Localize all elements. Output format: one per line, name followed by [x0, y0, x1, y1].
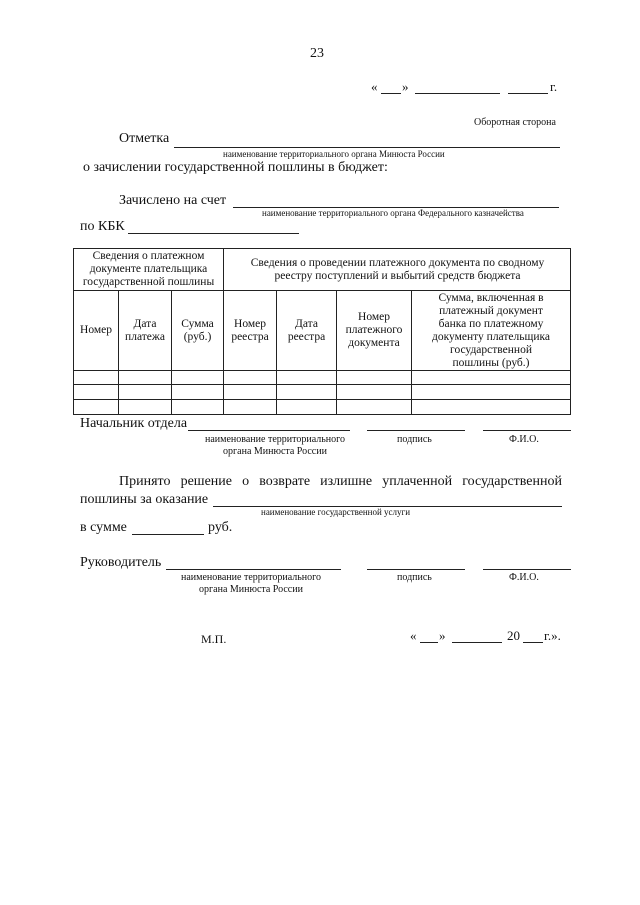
- column-header-amount: Сумма (руб.): [181, 317, 214, 343]
- column-header-document-number: Номер платежного документа: [345, 311, 403, 349]
- bottom-date-quote-close: »: [439, 628, 446, 643]
- payment-table: [73, 248, 571, 415]
- bottom-date-year-line: [523, 642, 543, 643]
- top-date-year-suffix: г.: [550, 79, 558, 94]
- head-of-dept-label: Начальник отдела: [80, 416, 188, 431]
- top-date-quote-close: »: [402, 79, 409, 94]
- manager-caption-sign: подпись: [397, 572, 432, 583]
- top-date-quote-open: «: [371, 79, 378, 94]
- head-of-dept-caption-fio: Ф.И.О.: [509, 434, 539, 445]
- decision-sum-line: [132, 534, 204, 535]
- decision-line-1: Принято решение о возврате излишне уплаченной государственной: [119, 474, 562, 489]
- bottom-date-year-suffix: г.».: [544, 628, 561, 643]
- decision-sum-unit: руб.: [208, 520, 233, 535]
- page-number: 23: [310, 46, 324, 61]
- section-heading: о зачислении государственной пошлины в бюджет:: [83, 160, 388, 175]
- top-date-day-line: [381, 93, 401, 94]
- manager-name-line: [166, 569, 341, 570]
- top-date-month-line: [415, 93, 500, 94]
- bottom-date-day-line: [420, 642, 438, 643]
- mark-label: Отметка: [119, 131, 170, 146]
- stamp-label: М.П.: [201, 632, 227, 646]
- kbk-line: [128, 233, 299, 234]
- decision-line-2-label: пошлины за оказание: [80, 492, 209, 507]
- head-of-dept-caption-name: наименование территориального органа Минюста России: [205, 434, 345, 457]
- table-group-header-payer: Сведения о платежном документе плательщика государственной пошлины: [82, 250, 215, 288]
- manager-caption-name: наименование территориального органа Минюста России: [181, 572, 321, 595]
- column-header-registry-date: Дата реестра: [287, 317, 326, 343]
- account-label: Зачислено на счет: [119, 193, 227, 208]
- column-header-payment-date: Дата платежа: [125, 317, 165, 343]
- manager-caption-fio: Ф.И.О.: [509, 572, 539, 583]
- manager-label: Руководитель: [80, 555, 162, 570]
- column-header-included-sum: Сумма, включенная в платежный документ банка по платежному документу плательщика государственной пошлины (руб.): [432, 291, 550, 369]
- manager-fio-line: [483, 569, 571, 570]
- head-of-dept-sign-line: [367, 430, 465, 431]
- decision-sum-label: в сумме: [80, 520, 127, 535]
- bottom-date-month-line: [452, 642, 502, 643]
- manager-sign-line: [367, 569, 465, 570]
- mark-caption: наименование территориального органа Минюста России: [223, 149, 445, 159]
- head-of-dept-caption-sign: подпись: [397, 434, 432, 445]
- mark-line: [174, 147, 560, 148]
- bottom-date-quote-open: «: [410, 628, 417, 643]
- column-header-registry-number: Номер реестра: [231, 317, 269, 343]
- decision-caption: наименование государственной услуги: [261, 507, 411, 517]
- top-date-year-line: [508, 93, 548, 94]
- column-header-number: Номер: [80, 324, 112, 336]
- account-caption: наименование территориального органа Федерального казначейства: [262, 208, 524, 218]
- side-label: Оборотная сторона: [474, 117, 556, 128]
- kbk-label: по КБК: [80, 219, 125, 234]
- head-of-dept-name-line: [188, 430, 350, 431]
- head-of-dept-fio-line: [483, 430, 571, 431]
- bottom-date-century: 20: [507, 628, 520, 643]
- table-group-header-registry: Сведения о проведении платежного документа по сводному реестру поступлений и выбытий средств бюджета: [250, 256, 545, 282]
